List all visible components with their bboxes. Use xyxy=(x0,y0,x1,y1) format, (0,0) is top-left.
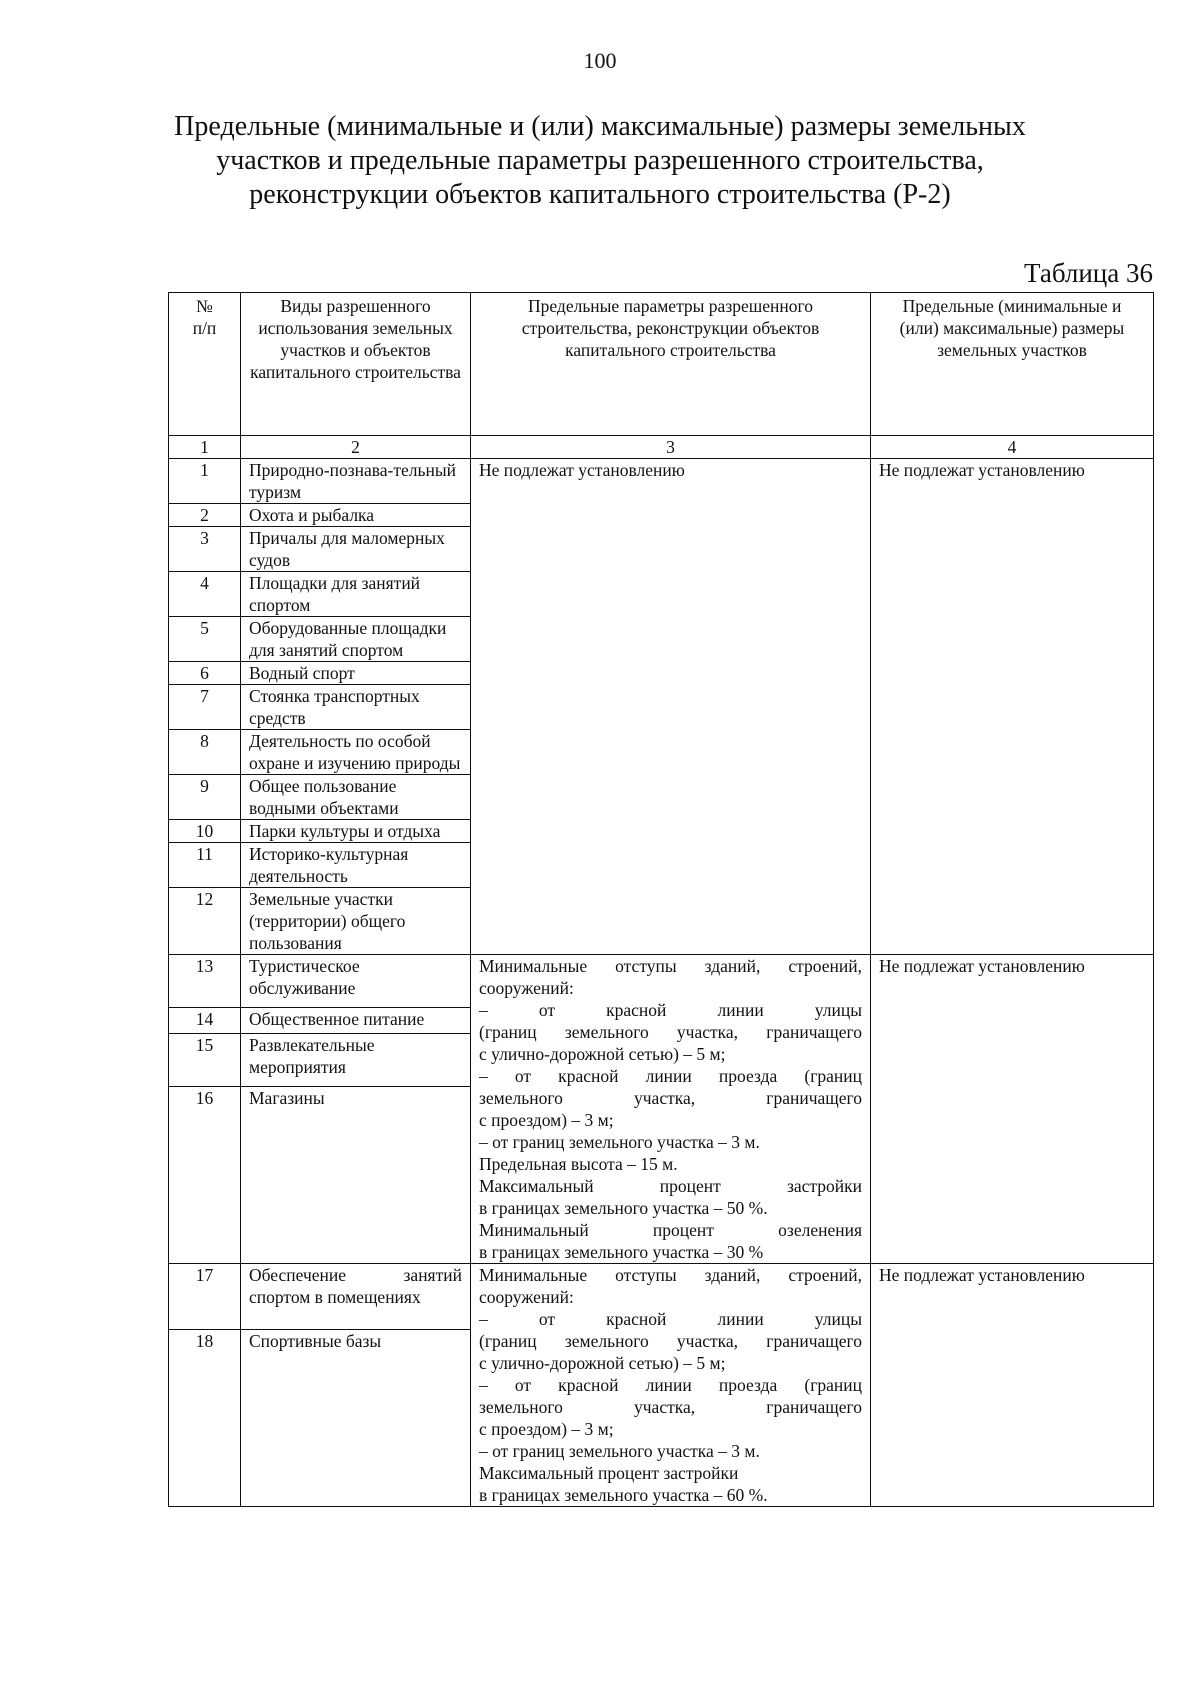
column-number: 2 xyxy=(241,436,471,459)
table-header-row xyxy=(169,293,1154,436)
group3-sizes: Не подлежат установлению xyxy=(871,1264,1154,1507)
row-number: 6 xyxy=(169,662,241,685)
param-line: с проездом) – 3 м; xyxy=(479,1110,614,1130)
row-number: 15 xyxy=(169,1034,241,1087)
row-number: 9 xyxy=(169,775,241,820)
param-line: Минимальные отступы зданий, строений, xyxy=(479,956,862,976)
param-line: с улично-дорожной сетью) – 5 м; xyxy=(479,1353,726,1373)
param-line: земельного участка, граничащего xyxy=(479,1088,862,1108)
title-line: участков и предельные параметры разрешенного строительства, xyxy=(216,145,984,176)
param-line: Максимальный процент застройки xyxy=(479,1463,739,1483)
row-use-type: Парки культуры и отдыха xyxy=(241,820,471,843)
row-use-type: Стоянка транспортных средств xyxy=(241,685,471,730)
row-use-type: Историко-культурная деятельность xyxy=(241,843,471,888)
title-line: реконструкции объектов капитального строительства (Р-2) xyxy=(249,179,951,210)
param-line: в границах земельного участка – 30 % xyxy=(479,1242,764,1262)
header-number: № п/п xyxy=(169,293,241,436)
row-number: 13 xyxy=(169,955,241,1008)
row-use-type: Общее пользование водными объектами xyxy=(241,775,471,820)
document-title xyxy=(150,110,1050,212)
param-line: (границ земельного участка, граничащего xyxy=(479,1331,862,1351)
row-use-type: Общественное питание xyxy=(241,1007,471,1034)
row-number: 10 xyxy=(169,820,241,843)
row-number: 8 xyxy=(169,730,241,775)
param-line: – от красной линии проезда (границ xyxy=(479,1375,862,1395)
column-numbers-row xyxy=(169,436,1154,459)
row-number: 11 xyxy=(169,843,241,888)
param-line: (границ земельного участка, граничащего xyxy=(479,1022,862,1042)
param-line: – от границ земельного участка – 3 м. xyxy=(479,1441,760,1461)
param-line: сооружений: xyxy=(479,978,574,998)
table-label: Таблица 36 xyxy=(1024,258,1153,288)
row-number: 5 xyxy=(169,617,241,662)
group1-params: Не подлежат установлению xyxy=(471,459,871,955)
table-row xyxy=(169,1264,1154,1330)
header-use-type: Виды разрешенного использования земельных участков и объектов капитального строительства xyxy=(241,293,471,436)
row-number: 3 xyxy=(169,527,241,572)
row-use-type: Охота и рыбалка xyxy=(241,504,471,527)
row-number: 14 xyxy=(169,1007,241,1034)
row-use-type: Причалы для маломерных судов xyxy=(241,527,471,572)
param-line: – от красной линии улицы xyxy=(479,1309,862,1329)
header-construction-params: Предельные параметры разрешенного строительства, реконструкции объектов капитального строительства xyxy=(471,293,871,436)
param-line: – от красной линии улицы xyxy=(479,1000,862,1020)
column-number: 4 xyxy=(871,436,1154,459)
group3-params xyxy=(471,1264,871,1507)
param-line: – от границ земельного участка – 3 м. xyxy=(479,1132,760,1152)
column-number: 3 xyxy=(471,436,871,459)
row-number: 2 xyxy=(169,504,241,527)
row-use-type: Туристическое обслуживание xyxy=(241,955,471,1008)
group2-params xyxy=(471,955,871,1264)
row-number: 12 xyxy=(169,888,241,955)
row-use-type: Водный спорт xyxy=(241,662,471,685)
column-number: 1 xyxy=(169,436,241,459)
param-line: Минимальный процент озеленения xyxy=(479,1220,862,1240)
row-number: 7 xyxy=(169,685,241,730)
row-use-type: Магазины xyxy=(241,1087,471,1264)
param-line: Предельная высота – 15 м. xyxy=(479,1154,678,1174)
param-line: сооружений: xyxy=(479,1287,574,1307)
row-use-type: Развлекательные мероприятия xyxy=(241,1034,471,1087)
header-land-sizes: Предельные (минимальные и (или) максимальные) размеры земельных участков xyxy=(871,293,1154,436)
param-line: – от красной линии проезда (границ xyxy=(479,1066,862,1086)
page-number: 100 xyxy=(583,48,617,73)
param-line: Максимальный процент застройки xyxy=(479,1176,862,1196)
param-line: с улично-дорожной сетью) – 5 м; xyxy=(479,1044,726,1064)
regulations-table xyxy=(168,292,1154,1507)
group2-sizes: Не подлежат установлению xyxy=(871,955,1154,1264)
param-line: в границах земельного участка – 50 %. xyxy=(479,1198,768,1218)
table-row xyxy=(169,955,1154,1008)
param-line: в границах земельного участка – 60 %. xyxy=(479,1485,768,1505)
row-use-type: Обеспечение занятий спортом в помещениях xyxy=(241,1264,471,1330)
group1-sizes: Не подлежат установлению xyxy=(871,459,1154,955)
param-line: земельного участка, граничащего xyxy=(479,1397,862,1417)
row-use-type: Природно-познава-тельный туризм xyxy=(241,459,471,504)
param-line: Минимальные отступы зданий, строений, xyxy=(479,1265,862,1285)
row-number: 4 xyxy=(169,572,241,617)
row-use-type: Спортивные базы xyxy=(241,1330,471,1507)
row-use-type: Деятельность по особой охране и изучению природы xyxy=(241,730,471,775)
table-row xyxy=(169,459,1154,504)
row-number: 1 xyxy=(169,459,241,504)
row-number: 18 xyxy=(169,1330,241,1507)
row-number: 16 xyxy=(169,1087,241,1264)
row-use-type: Оборудованные площадки для занятий спортом xyxy=(241,617,471,662)
row-use-type: Земельные участки (территории) общего пользования xyxy=(241,888,471,955)
param-line: с проездом) – 3 м; xyxy=(479,1419,614,1439)
row-use-type: Площадки для занятий спортом xyxy=(241,572,471,617)
title-line: Предельные (минимальные и (или) максимальные) размеры земельных xyxy=(174,111,1026,142)
row-number: 17 xyxy=(169,1264,241,1330)
